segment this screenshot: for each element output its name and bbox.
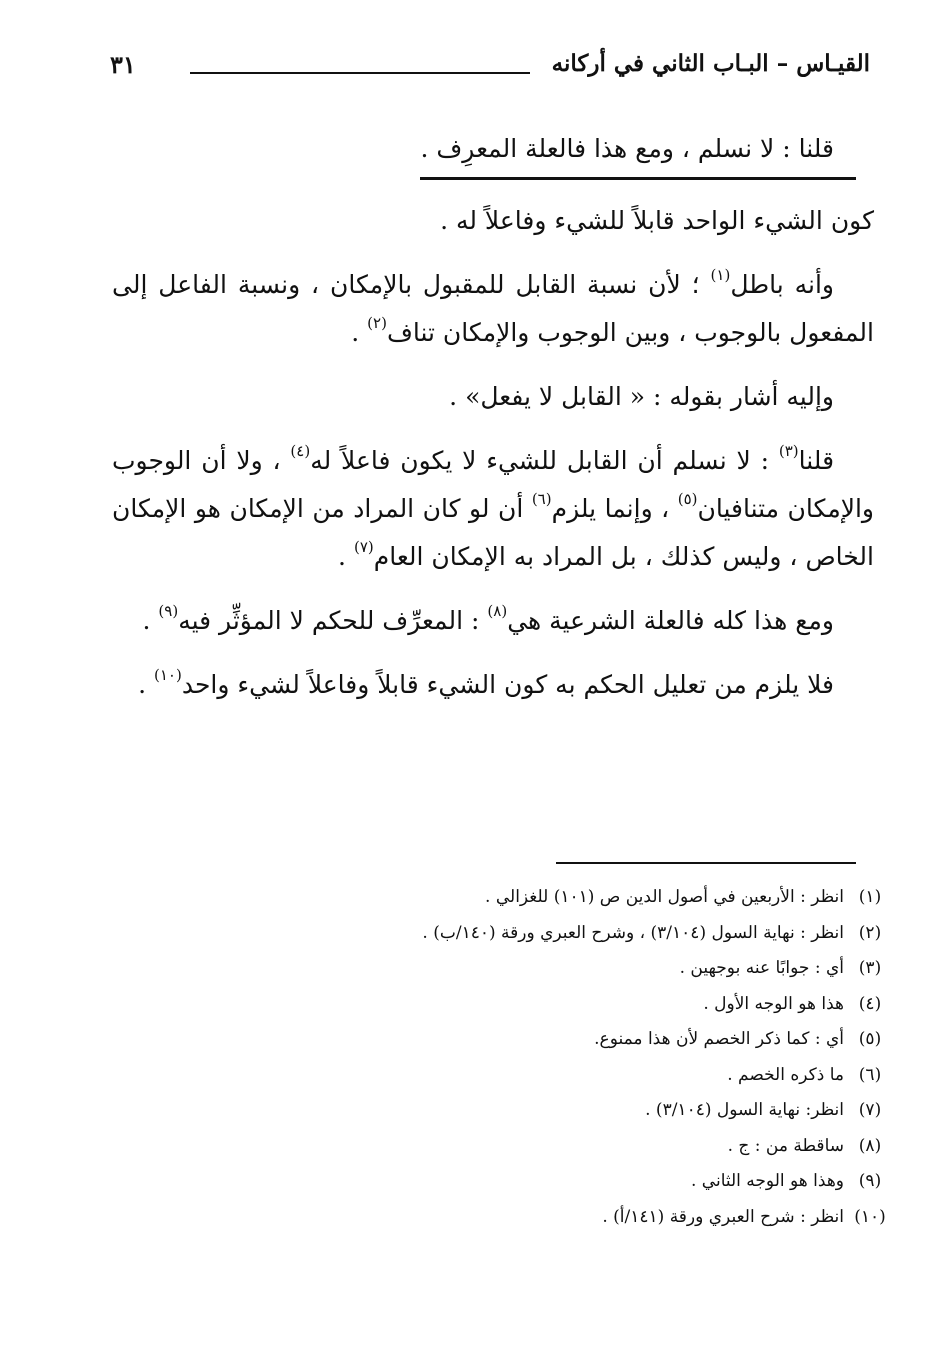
- footnote-ref[interactable]: (٢): [367, 313, 387, 332]
- paragraph-text: .: [338, 542, 354, 571]
- footnote-number: (٩): [858, 1171, 882, 1191]
- footnote-item: [108, 1058, 888, 1094]
- paragraph-text: .: [138, 670, 154, 699]
- paragraph-3: [112, 373, 874, 421]
- footnote-ref[interactable]: (٨): [487, 601, 508, 620]
- header-title: القيـاس – البـاب الثاني في أركانه: [551, 50, 870, 77]
- paragraph-text: .: [351, 318, 368, 347]
- paragraph-text: وأنه باطل: [730, 270, 834, 299]
- paragraph-6: [112, 661, 874, 709]
- paragraph-4: [112, 437, 874, 581]
- footnote-item: [108, 1200, 888, 1236]
- paragraph-5: [112, 597, 874, 645]
- paragraph-text: فلا يلزم من تعليل الحكم به كون الشيء قابلاً وفاعلاً لشيء واحد: [181, 670, 834, 699]
- paragraph-text: قلنا : لا نسلم ، ومع هذا فالعلة المعرِف .: [420, 134, 834, 163]
- footnote-ref[interactable]: (٣): [778, 441, 799, 460]
- paragraph-text: ومع هذا كله فالعلة الشرعية هي: [507, 606, 834, 635]
- footnote-ref[interactable]: (٤): [290, 441, 311, 460]
- footnote-rule: [556, 862, 856, 864]
- footnote-text: انظر : نهاية السول (٣/١٠٤) ، وشرح العبري ورقة (١٤٠/ب) .: [422, 922, 844, 943]
- footnote-number: (١٠): [854, 1206, 886, 1227]
- paragraph-text: ، وإنما يلزم: [551, 494, 678, 523]
- paragraph-0: [112, 125, 874, 173]
- footnote-text: انظر: نهاية السول (٣/١٠٤) .: [645, 1100, 844, 1120]
- footnotes: [108, 880, 888, 1235]
- paragraph-1: [112, 197, 874, 245]
- footnote-ref[interactable]: (٥): [677, 489, 698, 508]
- footnote-item: [108, 1022, 888, 1058]
- footnote-number: (٤): [858, 993, 882, 1014]
- paragraph-text: قلنا: [798, 446, 835, 475]
- footnote-number: (٣): [858, 958, 882, 978]
- footnote-item: [108, 1164, 888, 1200]
- paragraph-text: : المعرِّف للحكم لا المؤثِّر فيه: [178, 606, 488, 635]
- footnote-item: [108, 987, 888, 1023]
- paragraph-text: ؛ لأن نسبة القابل للمقبول بالإمكان ، ونسبة الفاعل إلى المفعول بالوجوب ، وبين الوجوب والإمكان تناف: [112, 270, 874, 347]
- footnote-number: (١): [858, 887, 882, 907]
- paragraph-text: .: [142, 606, 159, 635]
- footnote-number: (٧): [858, 1100, 882, 1120]
- footnote-ref[interactable]: (٩): [158, 601, 179, 620]
- paragraph-text: أن لو كان المراد من الإمكان هو الإمكان الخاص ، وليس كذلك ، بل المراد به الإمكان العام: [112, 494, 874, 571]
- paragraph-text: كون الشيء الواحد قابلاً للشيء وفاعلاً له .: [440, 206, 874, 235]
- footnote-number: (٥): [858, 1029, 882, 1049]
- header-rule: [190, 72, 530, 74]
- running-header: [110, 50, 870, 90]
- footnote-text: ما ذكره الخصم .: [727, 1064, 844, 1085]
- footnote-item: [108, 916, 888, 952]
- footnote-text: أي : كما ذكر الخصم لأن هذا ممنوع.: [594, 1029, 844, 1049]
- footnote-text: انظر : الأربعين في أصول الدين ص (١٠١) للغزالي .: [485, 887, 844, 907]
- main-text: [112, 125, 874, 725]
- paragraph-text: : لا نسلم أن القابل للشيء لا يكون فاعلاً له: [310, 446, 779, 475]
- paragraph-2: [112, 261, 874, 357]
- footnote-ref[interactable]: (٦): [531, 489, 552, 508]
- footnote-text: أي : جوابًا عنه بوجهين .: [679, 958, 844, 978]
- footnote-number: (٦): [858, 1064, 882, 1085]
- footnote-item: [108, 1129, 888, 1165]
- footnote-number: (٢): [858, 922, 882, 943]
- footnote-item: [108, 1093, 888, 1129]
- page-number: ٣١: [110, 50, 136, 79]
- divider-line: [420, 177, 856, 180]
- footnote-text: ساقطة من : ج .: [727, 1135, 844, 1156]
- footnote-text: وهذا هو الوجه الثاني .: [690, 1171, 844, 1191]
- footnote-ref[interactable]: (٧): [353, 537, 374, 556]
- footnote-ref[interactable]: (١٠): [154, 665, 182, 684]
- paragraph-text: ، ولا أن الوجوب والإمكان متنافيان: [112, 446, 874, 523]
- footnote-item: [108, 951, 888, 987]
- paragraph-text: وإليه أشار بقوله : « القابل لا يفعل» .: [449, 382, 834, 411]
- footnote-text: هذا هو الوجه الأول .: [703, 993, 844, 1014]
- footnote-text: انظر : شرح العبري ورقة (١٤١/أ) .: [602, 1206, 844, 1227]
- footnote-item: [108, 880, 888, 916]
- footnote-number: (٨): [858, 1135, 882, 1156]
- section-divider: [112, 177, 874, 197]
- footnote-ref[interactable]: (١): [710, 265, 731, 284]
